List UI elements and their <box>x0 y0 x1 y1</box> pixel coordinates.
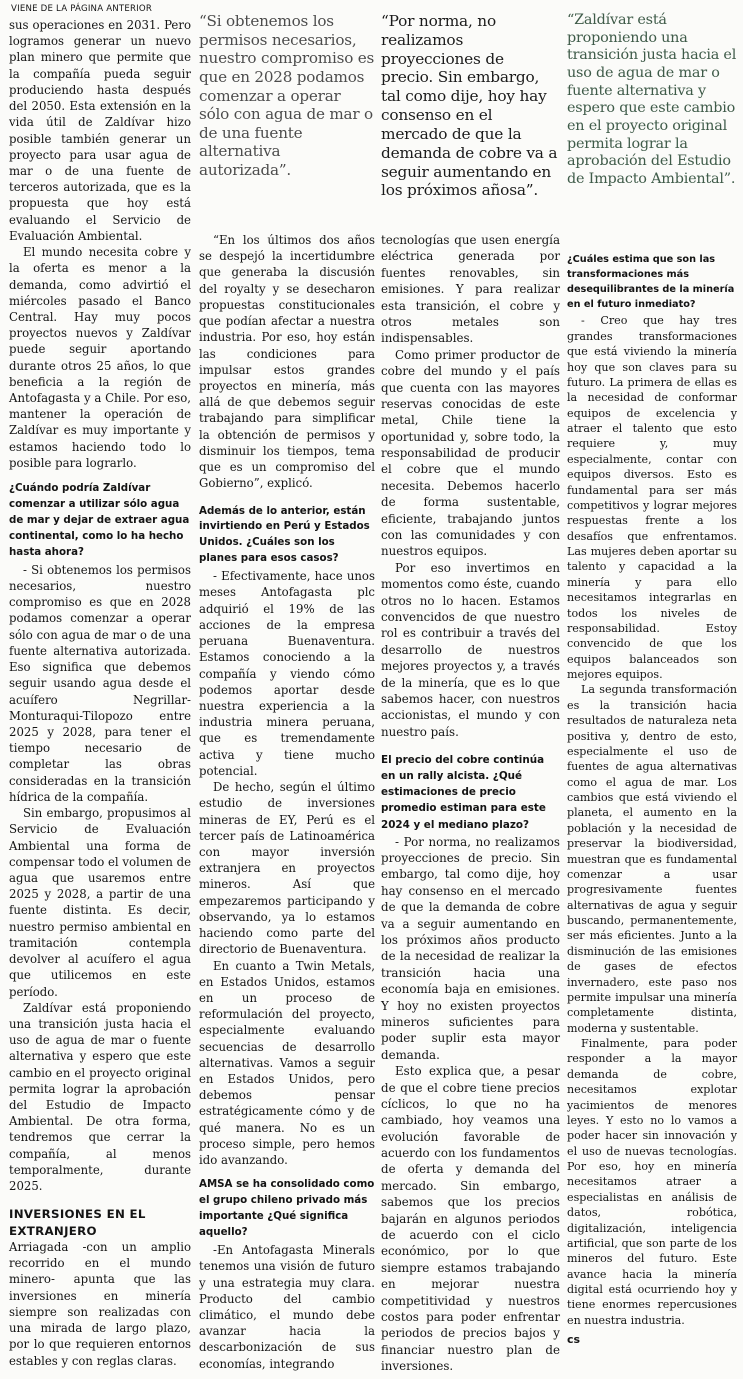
paragraph: Sin embargo, propusimos al Servicio de Evaluación Ambiental una forma de compensar todo el volumen de agua que usaremos entre 2025 y 2028, a partir de una fuente distinta. Es decir, nuestro permiso ambiental en tramitación contempla devolver al acuífero el agua que utilicemos en este período. <box>9 806 191 999</box>
interview-question: ¿Cuándo podría Zaldívar comenzar a utilizar sólo agua de mar y dejar de extraer agua continental, como lo ha hecho hasta ahora? <box>9 482 190 558</box>
paragraph: - Efectivamente, hace unos meses Antofagasta plc adquirió el 19% de las acciones de la empresa peruana Buenaventura. Estamos conociendo a la compañía y viendo cómo podemos aportar desde nuestra experiencia a la industria minera peruana, que es tremendamente activa y tiene mucho potencial. <box>199 569 375 778</box>
pull-quote: “Por norma, no realizamos proyecciones de precio. Sin embargo, tal como dije, hoy hay consenso en el mercado de que la demanda de cobre va a seguir aumentando en los próximos añosa”. <box>381 12 558 200</box>
pull-quote: “Si obtenemos los permisos necesarios, nuestro compromiso es que en 2028 podamos comenzar a operar sólo con agua de mar o de una fuente alternativa autorizada”. <box>199 12 375 179</box>
column-1 <box>9 0 191 1369</box>
paragraph: - Si obtenemos los permisos necesarios, nuestro compromiso es que en 2028 podamos comenzar a operar sólo con agua de mar o de una fuente alternativa autorizada. Eso significa que debemos seguir usando agua desde el acuífero Negrillar-Monturaqui-Tilopozo entre 2025 y 2028, para tener el tiempo necesario de completar las obras consideradas en la transición hídrica de la compañía. <box>9 562 191 804</box>
paragraph: -En Antofagasta Minerals tenemos una visión de futuro y una estrategia muy clara. Producto del cambio climático, el mundo debe avanzar hacia la descarbonización de sus economías, integrando <box>199 1243 375 1371</box>
column-4 <box>567 0 737 1347</box>
interview-question: ¿Cuáles estima que son las transformaciones más desequilibrantes de la minería en el futuro inmediato? <box>567 254 735 311</box>
interview-question: Además de lo anterior, están invirtiendo en Perú y Estados Unidos. ¿Cuáles son los planes para esos casos? <box>199 504 370 565</box>
paragraph: En cuanto a Twin Metals, en Estados Unidos, estamos en un proceso de reformulación del proyecto, especialmente evaluando secuencias de desarrollo alternativas. Vamos a seguir en Estados Unidos, pero debemos pensar estratégicamente cómo y de qué manera. No es un proceso simple, pero hemos ido avanzando. <box>199 958 375 1168</box>
continued-from-previous-page: VIENE DE LA PÁGINA ANTERIOR <box>11 4 153 14</box>
paragraph: - Creo que hay tres grandes transformaciones que está viviendo la minería hoy que son claves para su futuro. La primera de ellas es la necesidad de conformar equipos de excelencia y atraer el talento que esto requiere y, muy especialmente, contar con equipos diversos. Esto es fundamental para ser más competitivos y lograr mejores respuestas frente a los desafíos que enfrentamos. Las mujeres deben aportar su talento y capacidad a la minería y para ello necesitamos integrarlas en todos los niveles de responsabilidad. Estoy convencido de que los equipos balanceados son mejores equipos. <box>567 314 737 682</box>
paragraph: “En los últimos dos años se despejó la incertidumbre que generaba la discusión del royalty y se desecharon propuestas constitucionales que podían afectar a nuestra industria. Por eso, hoy están las condiciones para impulsar estos grandes proyectos en minería, más allá de que debemos seguir trabajando para simplificar la obtención de permisos y disminuir los tiempos, tema que es un compromiso del Gobierno”, explicó. <box>199 233 375 491</box>
interview-question: El precio del cobre continúa en un rally alcista. ¿Qué estimaciones de precio promedio estiman para este 2024 y el mediano plazo? <box>381 754 546 831</box>
column-3 <box>381 0 560 1375</box>
pull-quote: “Zaldívar está proponiendo una transición justa hacia el uso de agua de mar o fuente alternativa y espero que este cambio en el proyecto original permita lograr la aprobación del Estudio de Impacto Ambiental”. <box>567 12 737 187</box>
end-of-article-mark: cs <box>567 1333 581 1347</box>
paragraph: Por eso invertimos en momentos como éste, cuando otros no lo hacen. Estamos convencidos de que nuestro rol es contribuir a través del desarrollo de nuestros mejores proyectos y, a través de la minería, que es lo que sabemos hacer, con nuestros accionistas, el mundo y con nuestro país. <box>381 560 560 739</box>
paragraph: Como primer productor de cobre del mundo y el país que cuenta con las mayores reservas conocidas de este metal, Chile tiene la oportunidad y, sobre todo, la responsabilidad de producir el cobre que el mundo necesita. Debemos hacerlo de forma sustentable, eficiente, trabajando juntos con las comunidades y con nuestros equipos. <box>381 347 560 559</box>
column-2 <box>199 0 375 1372</box>
paragraph: Zaldívar está proponiendo una transición justa hacia el uso de agua de mar o fuente alternativa y espero que este cambio en el proyecto original permita lograr la aprobación del Estudio de Impacto Ambiental. De otra forma, tendremos que cerrar la compañía, al menos temporalmente, durante 2025. <box>9 1000 191 1194</box>
paragraph: Arriagada -con un amplio recorrido en el mundo minero- apunta que las inversiones en minería siempre son realizadas con una mirada de largo plazo, por lo que requieren entornos estables y con reglas claras. <box>9 1239 191 1368</box>
interview-question: AMSA se ha consolidado como el grupo chileno privado más importante ¿Qué significa aquello? <box>199 1178 375 1239</box>
paragraph: Esto explica que, a pesar de que el cobre tiene precios cíclicos, lo que no ha cambiado, hoy veamos una evolución favorable de acuerdo con los fundamentos de oferta y demanda del mercado. Sin embargo, sabemos que los precios bajarán en algunos periodos de acuerdo con el ciclo económico, por lo que siempre estamos trabajando en mejorar nuestra competitividad y nuestros costos para poder enfrentar periodos de precios bajos y financiar nuestro plan de inversiones. <box>381 1064 560 1374</box>
paragraph: De hecho, según el último estudio de inversiones mineras de EY, Perú es el tercer país de Latinoamérica con mayor inversión extranjera en proyectos mineros. Así que empezaremos participando y observando, ya lo estamos haciendo como parte del directorio de Buenaventura. <box>199 780 375 957</box>
paragraph: La segunda transformación es la transición hacia resultados de naturaleza neta positiva y, dentro de esto, especialmente el uso de fuentes de agua alternativas como el agua de mar. Los cambios que está viviendo el planeta, el aumento en la población y la necesidad de preservar la biodiversidad, muestran que es fundamental comenzar a usar progresivamente fuentes alternativas de agua y seguir buscando, permanentemente, ser más eficientes. Junto a la disminución de las emisiones de gases de efectos invernadero, este paso nos permite impulsar una minería completamente distinta, moderna y sustentable. <box>567 683 737 1035</box>
paragraph: sus operaciones en 2031. Pero logramos generar un nuevo plan minero que permite que la compañía pueda seguir produciendo hasta después del 2050. Esta extensión en la vida útil de Zaldívar hizo posible también generar un proyecto para usar agua de mar o de una fuente de terceros autorizada, que es la propuesta que hoy está evaluando el Servicio de Evaluación Ambiental. <box>9 18 191 243</box>
paragraph: tecnologías que usen energía eléctrica generada por fuentes renovables, sin emisiones. Y para realizar esta transición, el cobre y otros metales son indispensables. <box>381 233 560 346</box>
paragraph: El mundo necesita cobre y la oferta es menor a la demanda, como advirtió el miércoles pasado el Banco Central. Hay muy pocos proyectos nuevos y Zaldívar puede seguir aportando durante otros 25 años, lo que beneficia a la región de Antofagasta y a Chile. Por eso, mantener la operación de Zaldívar es muy importante y estamos haciendo todo lo posible para lograrlo. <box>9 245 191 470</box>
paragraph: Finalmente, para poder responder a la mayor demanda de cobre, necesitamos explotar yacimientos de menores leyes. Y esto no lo vamos a poder hacer sin innovación y el uso de nuevas tecnologías. Por eso, hoy en minería necesitamos atraer a especialistas en análisis de datos, robótica, digitalización, inteligencia artificial, que son parte de los mineros del futuro. Este avance hacia la minería digital está ocurriendo hoy y tiene enormes repercusiones en nuestra industria. <box>567 1037 737 1327</box>
section-heading: INVERSIONES EN EL EXTRANJERO <box>9 1207 146 1238</box>
paragraph: - Por norma, no realizamos proyecciones de precio. Sin embargo, tal como dije, hoy hay consenso en el mercado de que la demanda de cobre va a seguir aumentando en los próximos años producto de la necesidad de realizar la transición hacia una economía baja en emisiones. Y hoy no existen proyectos mineros suficientes para poder suplir esta mayor demanda. <box>381 834 560 1062</box>
